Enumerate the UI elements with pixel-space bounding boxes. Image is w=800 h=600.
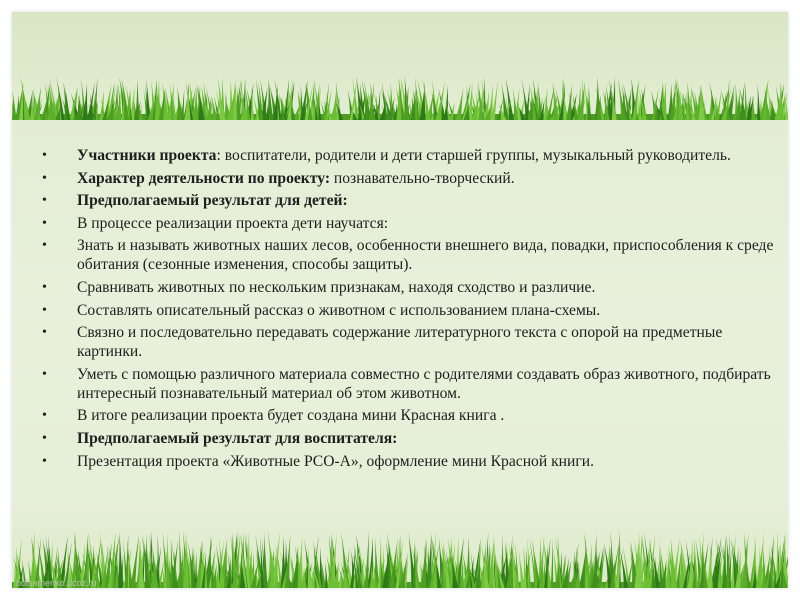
grass-border-top [12,70,788,120]
item-text: Презентация проекта «Животные РСО-А», оформление мини Красной книги. [77,452,594,470]
bullet-icon: • [42,302,47,318]
item-text: познавательно-творческий. [330,169,515,187]
bullet-icon: • [42,238,47,254]
list-item [42,169,782,188]
bullet-icon: • [42,170,47,186]
bullet-icon: • [42,148,47,163]
list-item [42,146,782,165]
slide-panel [12,12,788,588]
item-text: : воспитатели, родители и дети старшей группы, музыкальный руководитель. [216,147,731,164]
bullet-list [42,146,782,471]
list-item [42,365,782,403]
list-item [42,429,782,448]
item-bold: Характер деятельности по проекту: [77,169,331,187]
list-item [42,278,782,297]
grass-blade [551,539,554,588]
list-item [42,406,782,425]
list-item [42,323,782,361]
item-text: В итоге реализации проекта будет создана мини Красная книга . [77,407,505,425]
grass-blade [325,563,328,588]
list-item [42,191,782,210]
item-text: В процессе реализации проекта дети научатся: [77,214,389,232]
slide-content [42,146,782,474]
list-item [42,452,782,471]
bullet-icon: • [42,408,47,424]
list-item [42,236,782,274]
watermark: bolsamenko.ucoz.ru [16,578,97,588]
grass-blade [364,531,369,588]
item-text: Связно и последовательно передавать содержание литературного текста с опорой на предметные картинки. [77,324,723,361]
grass-blade [170,539,174,588]
bullet-icon: • [42,193,47,209]
bullet-icon: • [42,215,47,231]
bullet-icon: • [42,325,47,341]
item-text: Составлять описательный рассказ о животном с использованием плана-схемы. [77,301,601,319]
bullet-icon: • [42,366,47,382]
item-text: Уметь с помощью различного материала совместно с родителями создавать образ животного, подбирать интересный познавательный материал об этом животном. [77,365,771,402]
grass-blade [135,79,139,120]
item-bold: Предполагаемый результат для воспитателя: [77,429,398,447]
item-bold: Участники проекта [77,147,217,164]
grass-blade [638,94,640,120]
item-bold: Предполагаемый результат для детей: [77,192,348,210]
grass-blade [757,84,761,120]
item-text: Знать и называть животных наших лесов, особенности внешнего вида, повадки, приспособления к среде обитания (сезонные изменения, способы защиты). [77,237,774,274]
grass-border-bottom [12,524,788,588]
list-item [42,301,782,320]
list-item [42,214,782,233]
item-text: Сравнивать животных по нескольким признакам, находя сходство и различие. [77,278,596,296]
bullet-icon: • [42,279,47,295]
bullet-icon: • [42,430,47,446]
grass-blade [218,76,226,120]
bullet-icon: • [42,453,47,469]
